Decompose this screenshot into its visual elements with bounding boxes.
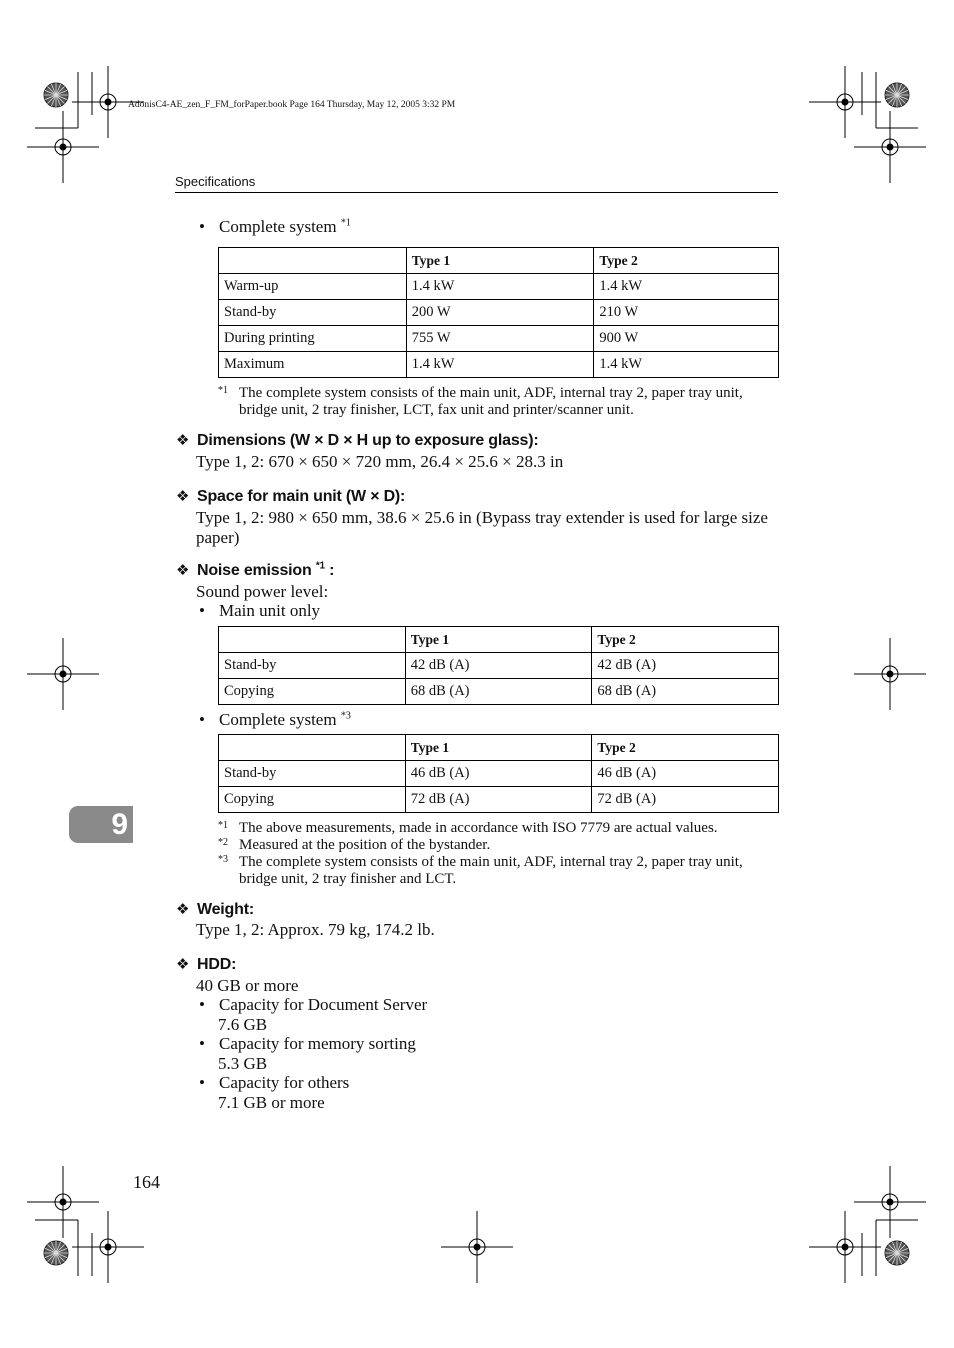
chapter-tab: 9 — [69, 806, 133, 843]
crosshair-mark-icon — [809, 66, 881, 138]
table-row: During printing 755 W 900 W — [219, 326, 779, 352]
table-row: Stand-by 200 W 210 W — [219, 300, 779, 326]
hdd-heading: ❖ HDD: — [176, 956, 237, 973]
table-row: Warm-up 1.4 kW 1.4 kW — [219, 274, 779, 300]
noise-intro: Sound power level: — [196, 582, 329, 601]
list-item: • Capacity for Document Server — [199, 995, 428, 1014]
sunburst-mark-icon — [885, 83, 909, 107]
table-row: Stand-by 42 dB (A) 42 dB (A) — [219, 653, 779, 679]
bullet-icon: • — [199, 995, 205, 1014]
bullet-icon: • — [199, 217, 205, 236]
diamond-icon: ❖ — [176, 432, 190, 449]
crosshair-mark-icon — [72, 1211, 144, 1283]
bullet-complete-system-power: • Complete system $^{*1}$ — [199, 217, 351, 236]
noise-main-table — [218, 626, 779, 705]
weight-heading: ❖ Weight: — [176, 901, 254, 918]
hdd-text: 40 GB or more — [196, 976, 299, 995]
header-rule — [175, 192, 778, 193]
bullet-icon: • — [199, 1073, 205, 1092]
table-header-row: Type 1 Type 2 — [219, 627, 779, 653]
crosshair-mark-icon — [27, 1166, 99, 1238]
footnote: *1 The above measurements, made in accordance with ISO 7779 are actual values. — [218, 820, 718, 836]
crosshair-mark-icon — [441, 1211, 513, 1283]
diamond-icon: ❖ — [176, 488, 190, 505]
table-header-row: Type 1 Type 2 — [219, 735, 779, 761]
diamond-icon: ❖ — [176, 956, 190, 973]
crosshair-mark-icon — [27, 638, 99, 710]
footnote: *1 The complete system consists of the main unit, ADF, internal tray 2, paper tray unit, bridge unit, 2 tray finisher, LCT, fax unit and printer/scanner unit. — [218, 385, 743, 418]
bullet-icon: • — [199, 601, 205, 620]
space-text: Type 1, 2: 980 × 650 mm, 38.6 × 25.6 in (Bypass tray extender is used for large size paper) — [196, 508, 768, 547]
sunburst-mark-icon — [44, 83, 68, 107]
list-item-value: 7.6 GB — [218, 1015, 268, 1034]
weight-text: Type 1, 2: Approx. 79 kg, 174.2 lb. — [196, 920, 435, 939]
crosshair-mark-icon — [854, 1166, 926, 1238]
space-heading: ❖ Space for main unit (W × D): — [176, 488, 406, 505]
noise-heading: ❖ Noise emission $^{*1}$ : — [176, 560, 335, 579]
table-row: Copying 68 dB (A) 68 dB (A) — [219, 679, 779, 705]
dimensions-heading: ❖ Dimensions (W × D × H up to exposure glass): — [176, 432, 539, 449]
noise-complete-table — [218, 734, 779, 813]
footnote: *2 Measured at the position of the bystander. — [218, 837, 491, 853]
list-item: • Capacity for others — [199, 1073, 350, 1092]
dimensions-text: Type 1, 2: 670 × 650 × 720 mm, 26.4 × 25.6 × 28.3 in — [196, 452, 564, 471]
page-number: 164 — [133, 1172, 160, 1192]
crosshair-mark-icon — [854, 638, 926, 710]
bullet-icon: • — [199, 710, 205, 729]
sunburst-mark-icon — [44, 1241, 68, 1265]
list-item: • Capacity for memory sorting — [199, 1034, 416, 1053]
diamond-icon: ❖ — [176, 901, 190, 918]
table-row: Maximum 1.4 kW 1.4 kW — [219, 352, 779, 378]
bullet-complete-system-noise: • Complete system $^{*3}$ — [199, 710, 351, 729]
diamond-icon: ❖ — [176, 562, 190, 579]
crosshair-mark-icon — [809, 1211, 881, 1283]
bullet-icon: • — [199, 1034, 205, 1053]
power-table — [218, 247, 779, 378]
list-item-value: 5.3 GB — [218, 1054, 268, 1073]
bullet-main-unit-only: • Main unit only — [199, 601, 321, 620]
list-item-value: 7.1 GB or more — [218, 1093, 325, 1112]
footnote: *3 The complete system consists of the main unit, ADF, internal tray 2, paper tray unit, bridge unit, 2 tray finisher and LCT. — [218, 854, 743, 887]
table-row: Copying 72 dB (A) 72 dB (A) — [219, 787, 779, 813]
crosshair-mark-icon — [854, 111, 926, 183]
running-header: Specifications — [175, 174, 256, 189]
print-info: AdonisC4-AE_zen_F_FM_forPaper.book Page 164 Thursday, May 12, 2005 3:32 PM — [128, 100, 456, 110]
table-row: Stand-by 46 dB (A) 46 dB (A) — [219, 761, 779, 787]
table-header-row: Type 1 Type 2 — [219, 248, 779, 274]
sunburst-mark-icon — [885, 1241, 909, 1265]
crosshair-mark-icon — [27, 111, 99, 183]
